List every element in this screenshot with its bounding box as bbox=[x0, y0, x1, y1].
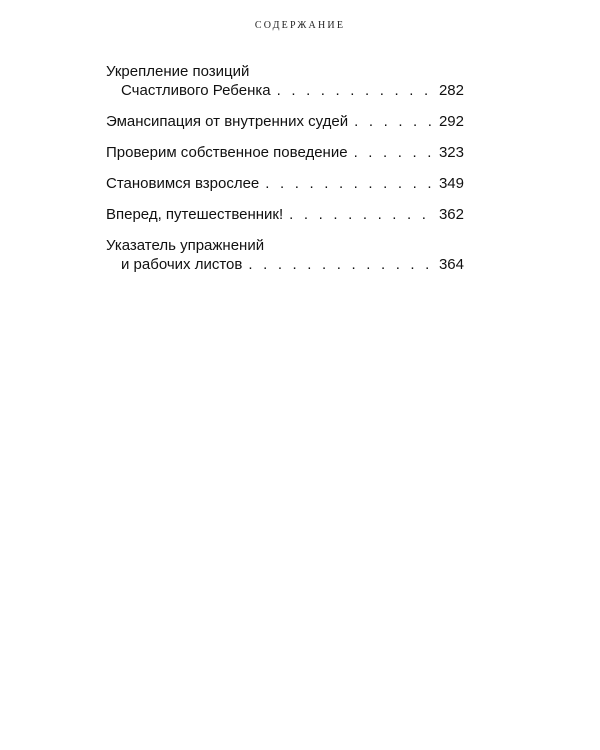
dot-leader bbox=[248, 255, 437, 274]
toc-entry-title: Указатель упражнений bbox=[106, 237, 265, 254]
toc-page-number: 282 bbox=[438, 82, 464, 99]
toc-page-number: 323 bbox=[438, 144, 464, 161]
toc-page-number: 364 bbox=[438, 256, 464, 273]
toc-entry bbox=[106, 236, 464, 274]
toc-entry bbox=[106, 205, 464, 224]
toc-entry-line bbox=[106, 255, 464, 274]
toc-entry-title-continued: Счастливого Ребенка bbox=[121, 82, 271, 99]
toc-entry-title: Становимся взрослее bbox=[106, 175, 260, 192]
toc-entry bbox=[106, 174, 464, 193]
running-head: СОДЕРЖАНИЕ bbox=[254, 20, 346, 31]
toc-entry-title: Проверим собственное поведение bbox=[106, 144, 348, 161]
toc-entry-line bbox=[106, 81, 464, 100]
toc-entry bbox=[106, 143, 464, 162]
dot-leader bbox=[289, 205, 437, 224]
dot-leader bbox=[265, 174, 437, 193]
toc-entry bbox=[106, 62, 464, 100]
dot-leader bbox=[277, 81, 437, 100]
toc-page-number: 292 bbox=[438, 113, 464, 130]
toc-entry-title: Эмансипация от внутренних судей bbox=[106, 113, 349, 130]
table-of-contents bbox=[106, 62, 464, 286]
toc-entry-title: Вперед, путешественник! bbox=[106, 206, 284, 223]
toc-entry bbox=[106, 112, 464, 131]
toc-page-number: 362 bbox=[438, 206, 464, 223]
toc-entry-title: Укрепление позиций bbox=[106, 63, 250, 80]
dot-leader bbox=[354, 112, 437, 131]
toc-entry-line bbox=[106, 112, 464, 131]
dot-leader bbox=[354, 143, 437, 162]
toc-entry-line bbox=[106, 174, 464, 193]
toc-entry-title-continued: и рабочих листов bbox=[121, 256, 243, 273]
toc-entry-line bbox=[106, 205, 464, 224]
toc-entry-line bbox=[106, 143, 464, 162]
toc-page-number: 349 bbox=[438, 175, 464, 192]
